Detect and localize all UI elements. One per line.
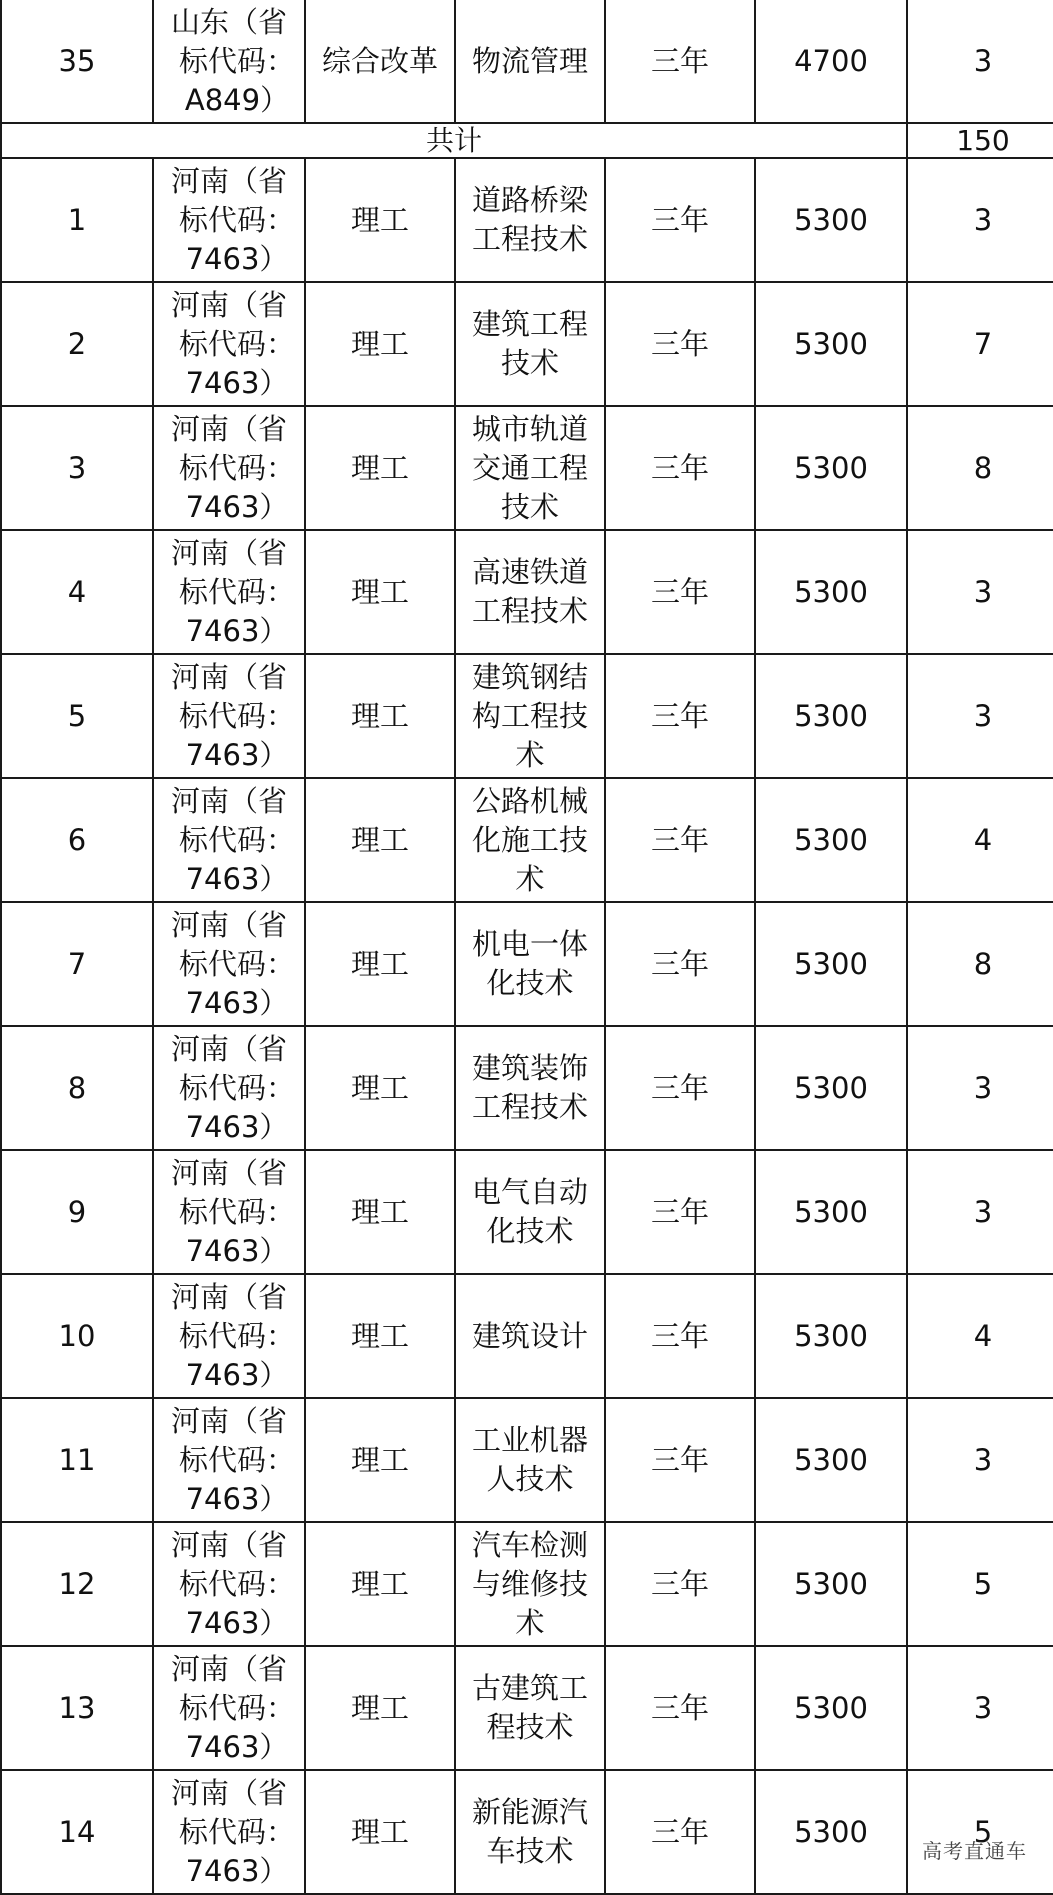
duration-cell: 三年	[605, 1398, 755, 1522]
province-line: 山东（省	[170, 4, 287, 39]
row-number: 35	[1, 0, 153, 123]
fee-cell: 5300	[755, 158, 907, 282]
province-code-cell	[153, 406, 305, 530]
major-cell	[455, 1026, 605, 1150]
fee-cell: 5300	[755, 1026, 907, 1150]
fee-cell: 5300	[755, 282, 907, 406]
province-line: 标代码：	[178, 1318, 295, 1353]
major-line: 古建筑工	[471, 1671, 588, 1705]
row-number: 5	[1, 654, 153, 778]
fee-cell: 5300	[755, 778, 907, 902]
major-line: 建筑设计	[471, 1318, 588, 1353]
fee-cell: 5300	[755, 1522, 907, 1646]
category-cell: 理工	[305, 406, 455, 530]
duration-cell: 三年	[605, 282, 755, 406]
major-line: 程技术	[486, 1710, 574, 1744]
major-cell	[455, 406, 605, 530]
province-line: 河南（省	[170, 535, 287, 570]
row-number: 7	[1, 902, 153, 1026]
major-line: 工业机器	[471, 1423, 588, 1457]
province-line: 标代码：	[178, 43, 295, 78]
major-line: 工程技术	[471, 1090, 588, 1124]
category-cell: 理工	[305, 902, 455, 1026]
category-cell: 理工	[305, 1522, 455, 1646]
province-line: 7463）	[185, 737, 289, 772]
province-line: 标代码：	[178, 574, 295, 609]
table-row	[1, 0, 1053, 123]
province-code-cell	[153, 282, 305, 406]
province-line: 河南（省	[170, 1279, 287, 1314]
province-line: 7463）	[185, 489, 289, 524]
province-line: 河南（省	[170, 1155, 287, 1190]
table-body	[1, 0, 1053, 1894]
table-row	[1, 1646, 1053, 1770]
major-line: 构工程技	[471, 698, 588, 733]
major-line: 技术	[500, 346, 559, 380]
province-line: 河南（省	[170, 907, 287, 942]
category-cell: 理工	[305, 158, 455, 282]
count-cell: 3	[907, 530, 1053, 654]
major-line: 交通工程	[471, 450, 588, 485]
row-number: 3	[1, 406, 153, 530]
category-cell: 理工	[305, 654, 455, 778]
fee-cell: 5300	[755, 530, 907, 654]
province-line: 7463）	[185, 1357, 289, 1392]
province-line: 标代码：	[178, 822, 295, 857]
category-cell: 理工	[305, 1274, 455, 1398]
count-cell: 3	[907, 654, 1053, 778]
major-cell	[455, 778, 605, 902]
count-cell: 8	[907, 406, 1053, 530]
province-code-cell	[153, 530, 305, 654]
category-cell: 理工	[305, 1770, 455, 1894]
major-line: 化技术	[486, 1214, 574, 1248]
duration-cell: 三年	[605, 1026, 755, 1150]
major-cell	[455, 902, 605, 1026]
category-cell: 理工	[305, 1026, 455, 1150]
duration-cell: 三年	[605, 902, 755, 1026]
count-cell: 5	[907, 1522, 1053, 1646]
table-row	[1, 1026, 1053, 1150]
major-line: 人技术	[486, 1462, 574, 1496]
row-number: 6	[1, 778, 153, 902]
major-line: 公路机械	[471, 783, 588, 818]
major-line: 工程技术	[471, 222, 588, 256]
duration-cell: 三年	[605, 654, 755, 778]
major-line: 工程技术	[471, 594, 588, 628]
duration-cell: 三年	[605, 778, 755, 902]
province-line: 7463）	[185, 861, 289, 896]
province-line: 河南（省	[170, 411, 287, 446]
province-line: 标代码：	[178, 1194, 295, 1229]
province-code-cell	[153, 654, 305, 778]
major-line: 高速铁道	[471, 555, 588, 589]
duration-cell: 三年	[605, 1274, 755, 1398]
fee-cell: 5300	[755, 406, 907, 530]
count-cell: 5	[907, 1770, 1053, 1894]
category-cell: 理工	[305, 1150, 455, 1274]
province-line: 标代码：	[178, 1690, 295, 1725]
count-cell: 3	[907, 0, 1053, 123]
category-cell: 理工	[305, 530, 455, 654]
major-line: 术	[515, 861, 545, 896]
count-cell: 3	[907, 1026, 1053, 1150]
major-cell	[455, 1522, 605, 1646]
province-line: 7463）	[185, 613, 289, 648]
province-line: 标代码：	[178, 946, 295, 981]
major-line: 物流管理	[471, 43, 588, 78]
major-line: 电气自动	[471, 1175, 588, 1209]
fee-cell: 5300	[755, 1646, 907, 1770]
duration-cell: 三年	[605, 530, 755, 654]
duration-cell: 三年	[605, 1522, 755, 1646]
table-row	[1, 778, 1053, 902]
row-number: 12	[1, 1522, 153, 1646]
duration-cell: 三年	[605, 1646, 755, 1770]
province-line: 河南（省	[170, 1651, 287, 1686]
table-row	[1, 1770, 1053, 1894]
province-line: 河南（省	[170, 1527, 287, 1562]
province-code-cell	[153, 1026, 305, 1150]
province-line: 标代码：	[178, 202, 295, 237]
table-row	[1, 654, 1053, 778]
province-line: 河南（省	[170, 783, 287, 818]
province-line: 7463）	[185, 1481, 289, 1516]
province-line: 河南（省	[170, 163, 287, 198]
fee-cell: 4700	[755, 0, 907, 123]
category-cell: 理工	[305, 1398, 455, 1522]
province-line: 标代码：	[178, 1442, 295, 1477]
table-row	[1, 902, 1053, 1026]
fee-cell: 5300	[755, 1770, 907, 1894]
province-code-cell	[153, 1522, 305, 1646]
province-line: 标代码：	[178, 450, 295, 485]
major-cell	[455, 0, 605, 123]
major-cell	[455, 282, 605, 406]
province-line: 7463）	[185, 1233, 289, 1268]
province-code-cell	[153, 1770, 305, 1894]
row-number: 8	[1, 1026, 153, 1150]
table-row	[1, 1398, 1053, 1522]
table-row	[1, 1150, 1053, 1274]
fee-cell: 5300	[755, 1398, 907, 1522]
major-line: 建筑装饰	[471, 1051, 588, 1085]
major-line: 道路桥梁	[471, 183, 588, 217]
major-cell	[455, 158, 605, 282]
major-line: 建筑钢结	[471, 659, 588, 694]
province-line: 河南（省	[170, 1403, 287, 1438]
major-line: 化施工技	[471, 822, 588, 857]
count-cell: 3	[907, 1646, 1053, 1770]
major-cell	[455, 654, 605, 778]
count-cell: 3	[907, 1150, 1053, 1274]
count-cell: 4	[907, 1274, 1053, 1398]
count-cell: 8	[907, 902, 1053, 1026]
row-number: 9	[1, 1150, 153, 1274]
table-row	[1, 530, 1053, 654]
count-cell: 7	[907, 282, 1053, 406]
province-code-cell	[153, 0, 305, 123]
province-line: 标代码：	[178, 1566, 295, 1601]
major-cell	[455, 1646, 605, 1770]
major-cell	[455, 530, 605, 654]
major-line: 城市轨道	[471, 411, 588, 446]
row-number: 2	[1, 282, 153, 406]
fee-cell: 5300	[755, 902, 907, 1026]
province-line: 河南（省	[170, 659, 287, 694]
row-number: 10	[1, 1274, 153, 1398]
province-line: 河南（省	[170, 1031, 287, 1066]
row-number: 11	[1, 1398, 153, 1522]
count-cell: 3	[907, 1398, 1053, 1522]
table-row	[1, 1522, 1053, 1646]
major-line: 化技术	[486, 966, 574, 1000]
province-line: 河南（省	[170, 287, 287, 322]
province-code-cell	[153, 1398, 305, 1522]
duration-cell: 三年	[605, 158, 755, 282]
row-number: 4	[1, 530, 153, 654]
province-code-cell	[153, 1274, 305, 1398]
category-cell: 理工	[305, 778, 455, 902]
category-cell: 综合改革	[305, 0, 455, 123]
major-line: 汽车检测	[471, 1527, 588, 1562]
duration-cell: 三年	[605, 1150, 755, 1274]
watermark: 高考直通车	[922, 1839, 1027, 1863]
major-cell	[455, 1150, 605, 1274]
province-line: 河南（省	[170, 1775, 287, 1810]
table-row	[1, 406, 1053, 530]
province-line: A849）	[184, 82, 290, 117]
total-row	[1, 123, 1053, 158]
major-line: 机电一体	[471, 927, 588, 961]
major-cell	[455, 1274, 605, 1398]
province-line: 标代码：	[178, 1814, 295, 1849]
total-label: 共计	[1, 123, 907, 158]
major-line: 建筑工程	[471, 307, 588, 341]
major-cell	[455, 1398, 605, 1522]
province-code-cell	[153, 778, 305, 902]
table-row	[1, 158, 1053, 282]
major-cell	[455, 1770, 605, 1894]
province-line: 7463）	[185, 365, 289, 400]
province-line: 7463）	[185, 1729, 289, 1764]
province-code-cell	[153, 902, 305, 1026]
province-line: 7463）	[185, 1109, 289, 1144]
fee-cell: 5300	[755, 654, 907, 778]
province-code-cell	[153, 1150, 305, 1274]
province-line: 7463）	[185, 1853, 289, 1888]
province-code-cell	[153, 158, 305, 282]
province-line: 7463）	[185, 1605, 289, 1640]
duration-cell: 三年	[605, 1770, 755, 1894]
duration-cell: 三年	[605, 406, 755, 530]
count-cell: 4	[907, 778, 1053, 902]
row-number: 1	[1, 158, 153, 282]
table-row	[1, 282, 1053, 406]
duration-cell: 三年	[605, 0, 755, 123]
major-line: 术	[515, 1605, 545, 1640]
category-cell: 理工	[305, 1646, 455, 1770]
table-row	[1, 1274, 1053, 1398]
major-line: 车技术	[486, 1834, 574, 1868]
province-line: 7463）	[185, 985, 289, 1020]
major-line: 术	[515, 737, 545, 772]
province-line: 标代码：	[178, 326, 295, 361]
fee-cell: 5300	[755, 1150, 907, 1274]
row-number: 14	[1, 1770, 153, 1894]
fee-cell: 5300	[755, 1274, 907, 1398]
province-line: 7463）	[185, 241, 289, 276]
major-line: 与维修技	[471, 1566, 588, 1601]
row-number: 13	[1, 1646, 153, 1770]
province-code-cell	[153, 1646, 305, 1770]
province-line: 标代码：	[178, 1070, 295, 1105]
total-value: 150	[907, 123, 1053, 158]
province-line: 标代码：	[178, 698, 295, 733]
major-line: 技术	[500, 489, 559, 524]
count-cell: 3	[907, 158, 1053, 282]
category-cell: 理工	[305, 282, 455, 406]
major-line: 新能源汽	[471, 1795, 588, 1829]
